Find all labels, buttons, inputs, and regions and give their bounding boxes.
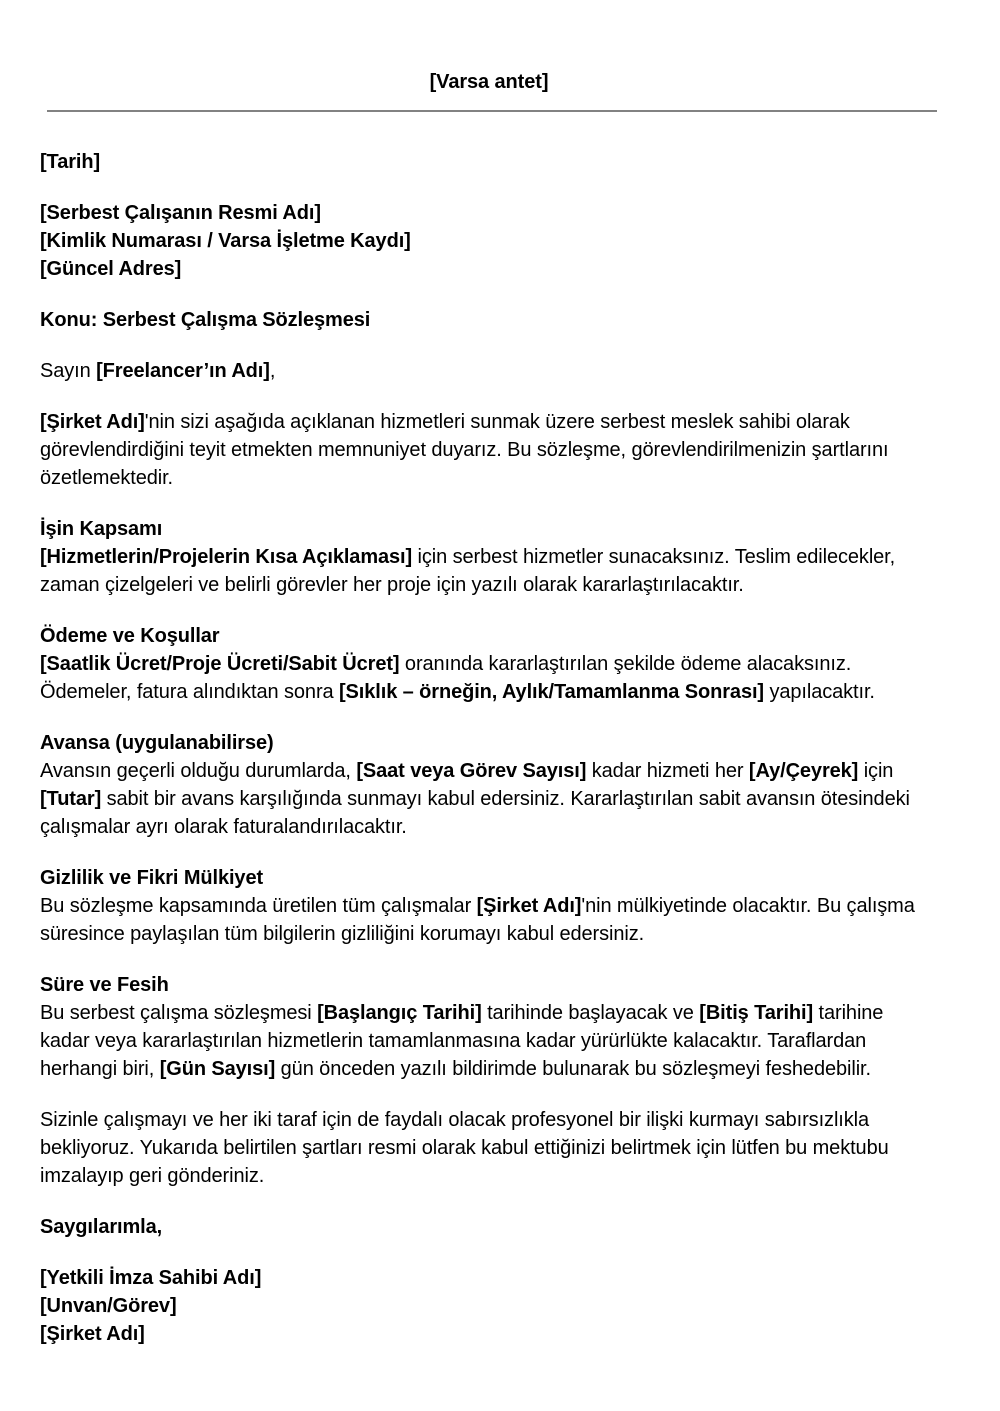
- text-run: [Saatlik Ücret/Proje Ücreti/Sabit Ücret]: [40, 653, 400, 675]
- text-run: için: [858, 760, 894, 782]
- text-run: Ödeme ve Koşullar: [40, 625, 220, 647]
- salutation: [40, 357, 938, 385]
- text-run: [Tarih]: [40, 151, 101, 173]
- closing-paragraph: [40, 1106, 938, 1190]
- signature-block: [40, 1264, 938, 1348]
- letter-body: [40, 148, 938, 1348]
- text-run: yapılacaktır.: [764, 681, 875, 703]
- sign-off: [40, 1213, 938, 1241]
- text-run: Bu serbest çalışma sözleşmesi: [40, 1002, 318, 1024]
- section-scope: [40, 515, 938, 599]
- section-payment: [40, 622, 938, 706]
- text-run: [Hizmetlerin/Projelerin Kısa Açıklaması]: [40, 546, 413, 568]
- intro-paragraph: [40, 408, 938, 492]
- text-run: Süre ve Fesih: [40, 974, 169, 996]
- text-run: [Ay/Çeyrek]: [748, 760, 859, 782]
- text-run: [Saat veya Görev Sayısı]: [356, 760, 587, 782]
- text-run: [Sıklık – örneğin, Aylık/Tamamlanma Sonrası]: [339, 681, 764, 703]
- text-run: 'nin sizi aşağıda açıklanan hizmetleri sunmak üzere serbest meslek sahibi olarak görevlendirdiğini teyit etmekten memnuniyet duyarız. Bu sözleşme, görevlendirilmenizin şartlarını özetlemektedir.: [40, 411, 889, 489]
- text-run: [Bitiş Tarihi]: [699, 1002, 814, 1024]
- text-run: Avansa (uygulanabilirse): [40, 732, 274, 754]
- section-term: [40, 971, 938, 1083]
- letterhead-placeholder: [Varsa antet]: [429, 71, 549, 93]
- text-run: [Gün Sayısı]: [159, 1058, 276, 1080]
- text-run: Bu sözleşme kapsamında üretilen tüm çalışmalar: [40, 895, 477, 917]
- text-run: [Tutar]: [40, 788, 102, 810]
- text-run: [Güncel Adres]: [40, 258, 182, 280]
- text-run: [Şirket Adı]: [476, 895, 582, 917]
- subject-line: [40, 306, 938, 334]
- section-retainer: [40, 729, 938, 841]
- recipient-block: [40, 199, 938, 283]
- text-run: [Şirket Adı]: [40, 1323, 145, 1345]
- text-run: tarihine kadar veya kararlaştırılan hizmetlerin tamamlanmasına kadar yürürlükte kalacaktır. Taraflardan herhangi biri,: [40, 1002, 884, 1080]
- text-run: [Şirket Adı]: [40, 411, 145, 433]
- text-run: [Serbest Çalışanın Resmi Adı]: [40, 202, 321, 224]
- text-run: [Kimlik Numarası / Varsa İşletme Kaydı]: [40, 230, 411, 252]
- text-run: Sayın: [40, 360, 97, 382]
- text-run: Sizinle çalışmayı ve her iki taraf için de faydalı olacak profesyonel bir ilişki kurmayı sabırsızlıkla bekliyoruz. Yukarıda belirtilen şartları resmi olarak kabul ettiğinizi belirtmek için lütfen bu mektubu imzalayıp geri gönderiniz.: [40, 1109, 889, 1187]
- text-run: [Freelancer’ın Adı]: [96, 360, 270, 382]
- text-run: gün önceden yazılı bildirimde bulunarak bu sözleşmeyi feshedebilir.: [275, 1058, 871, 1080]
- text-run: ,: [269, 360, 276, 382]
- text-run: Saygılarımla,: [40, 1216, 163, 1238]
- text-run: tarihinde başlayacak ve: [481, 1002, 700, 1024]
- text-run: 'nin mülkiyetinde olacaktır. Bu çalışma süresince paylaşılan tüm bilgilerin gizliliğini korumayı kabul edersiniz.: [40, 895, 915, 945]
- text-run: Gizlilik ve Fikri Mülkiyet: [40, 867, 264, 889]
- text-run: için serbest hizmetler sunacaksınız. Teslim edilecekler, zaman çizelgeleri ve belirli görevler her proje için yazılı olarak kararlaştırılacaktır.: [40, 546, 896, 596]
- date-line: [40, 148, 938, 176]
- text-run: kadar hizmeti her: [586, 760, 749, 782]
- text-run: Konu: Serbest Çalışma Sözleşmesi: [40, 309, 371, 331]
- text-run: [Başlangıç Tarihi]: [317, 1002, 482, 1024]
- text-run: sabit bir avans karşılığında sunmayı kabul edersiniz. Kararlaştırılan sabit avansın ötesindeki çalışmalar ayrı olarak faturalandırılacaktır.: [40, 788, 910, 838]
- header-divider: [47, 110, 937, 112]
- text-run: İşin Kapsamı: [40, 518, 163, 540]
- text-run: [Unvan/Görev]: [40, 1295, 177, 1317]
- text-run: [Yetkili İmza Sahibi Adı]: [40, 1267, 262, 1289]
- text-run: Avansın geçerli olduğu durumlarda,: [40, 760, 357, 782]
- section-confidentiality: [40, 864, 938, 948]
- text-run: oranında kararlaştırılan şekilde ödeme alacaksınız. Ödemeler, fatura alındıktan sonra: [40, 653, 852, 703]
